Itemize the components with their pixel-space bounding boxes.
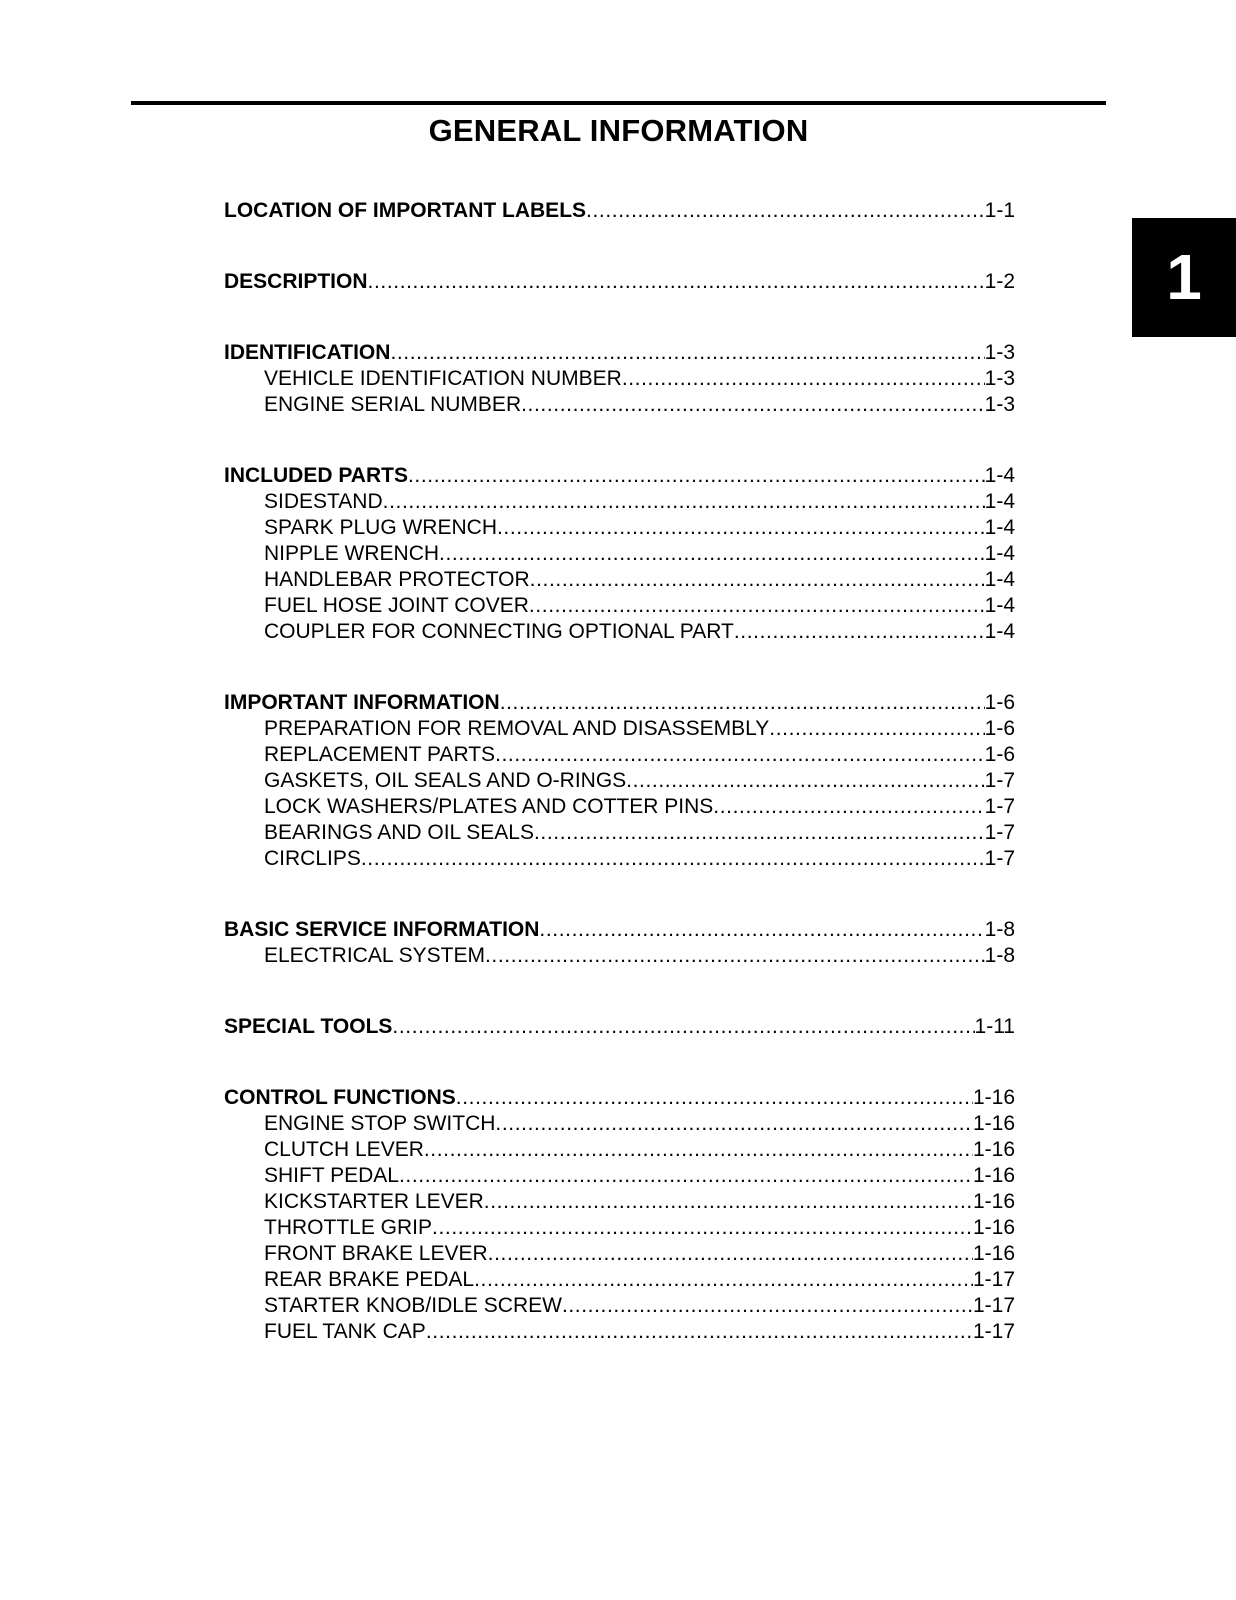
toc-entry-label: BEARINGS AND OIL SEALS (264, 821, 534, 844)
toc-entry-page: 1-2 (984, 270, 1015, 293)
toc-sub-entry[interactable] (264, 1137, 1015, 1163)
toc-sub-entry[interactable] (264, 943, 1015, 969)
dot-leader (497, 515, 985, 541)
dot-leader (539, 917, 984, 943)
toc-entry-page: 1-17 (972, 1268, 1015, 1291)
toc-sub-entry[interactable] (264, 1267, 1015, 1293)
toc-sub-entry[interactable] (264, 1293, 1015, 1319)
toc-entry-label: NIPPLE WRENCH (264, 542, 440, 565)
toc-entry-page: 1-16 (972, 1138, 1015, 1161)
toc-sub-entry[interactable] (264, 593, 1015, 619)
dot-leader (495, 1111, 973, 1137)
dot-leader (488, 1241, 973, 1267)
toc-sub-entry[interactable] (264, 1189, 1015, 1215)
dot-leader (626, 768, 984, 794)
toc-sub-entry[interactable] (264, 619, 1015, 645)
toc-entry-page: 1-8 (984, 944, 1015, 967)
toc-section-entry[interactable] (224, 463, 1015, 489)
toc-sub-entry[interactable] (264, 1215, 1015, 1241)
toc-entry-page: 1-4 (984, 464, 1015, 487)
toc-entry-label: FUEL TANK CAP (264, 1320, 426, 1343)
dot-leader (426, 1319, 973, 1345)
dot-leader (734, 619, 985, 645)
toc-section-entry[interactable] (224, 917, 1015, 943)
toc-entry-label: CIRCLIPS (264, 847, 361, 870)
toc-entry-page: 1-1 (984, 199, 1015, 222)
dot-leader (439, 541, 985, 567)
toc-entry-label: SPECIAL TOOLS (224, 1015, 393, 1038)
dot-leader (399, 1163, 973, 1189)
toc-entry-label: INCLUDED PARTS (224, 464, 408, 487)
dot-leader (622, 366, 985, 392)
toc-entry-page: 1-17 (972, 1294, 1015, 1317)
toc-entry-label: FUEL HOSE JOINT COVER (264, 594, 529, 617)
toc-entry-label: COUPLER FOR CONNECTING OPTIONAL PART (264, 620, 734, 643)
dot-leader (474, 1267, 973, 1293)
dot-leader (534, 820, 985, 846)
dot-leader (529, 593, 985, 619)
toc-entry-page: 1-16 (972, 1164, 1015, 1187)
toc-entry-page: 1-4 (984, 516, 1015, 539)
dot-leader (368, 269, 985, 295)
toc-sub-entry[interactable] (264, 567, 1015, 593)
toc-entry-label: ENGINE STOP SWITCH (264, 1112, 496, 1135)
toc-sub-entry[interactable] (264, 366, 1015, 392)
dot-leader (424, 1137, 973, 1163)
toc-entry-label: HANDLEBAR PROTECTOR (264, 568, 530, 591)
toc-entry-label: GASKETS, OIL SEALS AND O-RINGS (264, 769, 627, 792)
dot-leader (383, 489, 985, 515)
header-rule (131, 101, 1106, 105)
toc-entry-label: SHIFT PEDAL (264, 1164, 399, 1187)
toc-entry-page: 1-16 (972, 1086, 1015, 1109)
dot-leader (392, 1014, 974, 1040)
toc-sub-entry[interactable] (264, 1319, 1015, 1345)
toc-entry-page: 1-6 (984, 743, 1015, 766)
toc-entry-label: SIDESTAND (264, 490, 383, 513)
toc-sub-entry[interactable] (264, 794, 1015, 820)
toc-entry-label: STARTER KNOB/IDLE SCREW (264, 1294, 562, 1317)
toc-sub-entry[interactable] (264, 515, 1015, 541)
dot-leader (390, 340, 984, 366)
toc-section-entry[interactable] (224, 269, 1015, 295)
toc-sub-entry[interactable] (264, 742, 1015, 768)
toc-entry-page: 1-8 (984, 918, 1015, 941)
toc-section-entry[interactable] (224, 1014, 1015, 1040)
dot-leader (485, 943, 985, 969)
toc-entry-label: CLUTCH LEVER (264, 1138, 424, 1161)
toc-entry-page: 1-4 (984, 620, 1015, 643)
toc-entry-page: 1-3 (984, 367, 1015, 390)
toc-entry-page: 1-3 (984, 341, 1015, 364)
dot-leader (586, 198, 985, 224)
toc-entry-page: 1-7 (984, 847, 1015, 870)
dot-leader (361, 846, 985, 872)
dot-leader (521, 392, 985, 418)
toc-entry-page: 1-17 (972, 1320, 1015, 1343)
toc-sub-entry[interactable] (264, 541, 1015, 567)
toc-entry-label: ELECTRICAL SYSTEM (264, 944, 485, 967)
toc-entry-label: THROTTLE GRIP (264, 1216, 433, 1239)
toc-entry-label: REAR BRAKE PEDAL (264, 1268, 475, 1291)
dot-leader (500, 690, 985, 716)
dot-leader (408, 463, 985, 489)
toc-sub-entry[interactable] (264, 392, 1015, 418)
toc-section-entry[interactable] (224, 1085, 1015, 1111)
toc-entry-label: LOCATION OF IMPORTANT LABELS (224, 199, 587, 222)
toc-entry-label: VEHICLE IDENTIFICATION NUMBER (264, 367, 622, 390)
toc-section-entry[interactable] (224, 340, 1015, 366)
toc-entry-label: IMPORTANT INFORMATION (224, 691, 500, 714)
toc-sub-entry[interactable] (264, 820, 1015, 846)
chapter-tab: 1 (1132, 218, 1236, 337)
toc-entry-page: 1-6 (984, 717, 1015, 740)
toc-sub-entry[interactable] (264, 1111, 1015, 1137)
dot-leader (562, 1293, 973, 1319)
toc-entry-page: 1-16 (972, 1112, 1015, 1135)
toc-entry-page: 1-16 (972, 1216, 1015, 1239)
toc-entry-page: 1-11 (974, 1015, 1015, 1038)
toc-entry-page: 1-16 (972, 1242, 1015, 1265)
toc-sub-entry[interactable] (264, 846, 1015, 872)
dot-leader (530, 567, 985, 593)
dot-leader (432, 1215, 973, 1241)
toc-entry-label: IDENTIFICATION (224, 341, 391, 364)
toc-entry-page: 1-4 (984, 490, 1015, 513)
toc-entry-label: BASIC SERVICE INFORMATION (224, 918, 540, 941)
toc-sub-entry[interactable] (264, 768, 1015, 794)
toc-sub-entry[interactable] (264, 716, 1015, 742)
dot-leader (713, 794, 984, 820)
toc-section-entry[interactable] (224, 198, 1015, 224)
toc-entry-label: DESCRIPTION (224, 270, 368, 293)
toc-sub-entry[interactable] (264, 489, 1015, 515)
toc-entry-label: LOCK WASHERS/PLATES AND COTTER PINS (264, 795, 714, 818)
toc-entry-label: ENGINE SERIAL NUMBER (264, 393, 522, 416)
toc-entry-label: SPARK PLUG WRENCH (264, 516, 497, 539)
toc-sub-entry[interactable] (264, 1241, 1015, 1267)
dot-leader (495, 742, 985, 768)
toc-entry-label: CONTROL FUNCTIONS (224, 1086, 456, 1109)
toc-entry-page: 1-7 (984, 769, 1015, 792)
toc-entry-page: 1-4 (984, 568, 1015, 591)
dot-leader (484, 1189, 973, 1215)
toc-section-entry[interactable] (224, 690, 1015, 716)
toc-entry-page: 1-4 (984, 542, 1015, 565)
toc-entry-page: 1-7 (984, 821, 1015, 844)
page-title: GENERAL INFORMATION (428, 113, 809, 148)
toc-entry-page: 1-16 (972, 1190, 1015, 1213)
toc-sub-entry[interactable] (264, 1163, 1015, 1189)
toc-entry-page: 1-3 (984, 393, 1015, 416)
dot-leader (769, 716, 984, 742)
toc-entry-page: 1-7 (984, 795, 1015, 818)
toc-entry-label: KICKSTARTER LEVER (264, 1190, 484, 1213)
toc-entry-page: 1-4 (984, 594, 1015, 617)
toc-entry-label: REPLACEMENT PARTS (264, 743, 496, 766)
toc-entry-label: FRONT BRAKE LEVER (264, 1242, 488, 1265)
toc-entry-label: PREPARATION FOR REMOVAL AND DISASSEMBLY (264, 717, 770, 740)
dot-leader (456, 1085, 973, 1111)
toc-entry-page: 1-6 (984, 691, 1015, 714)
